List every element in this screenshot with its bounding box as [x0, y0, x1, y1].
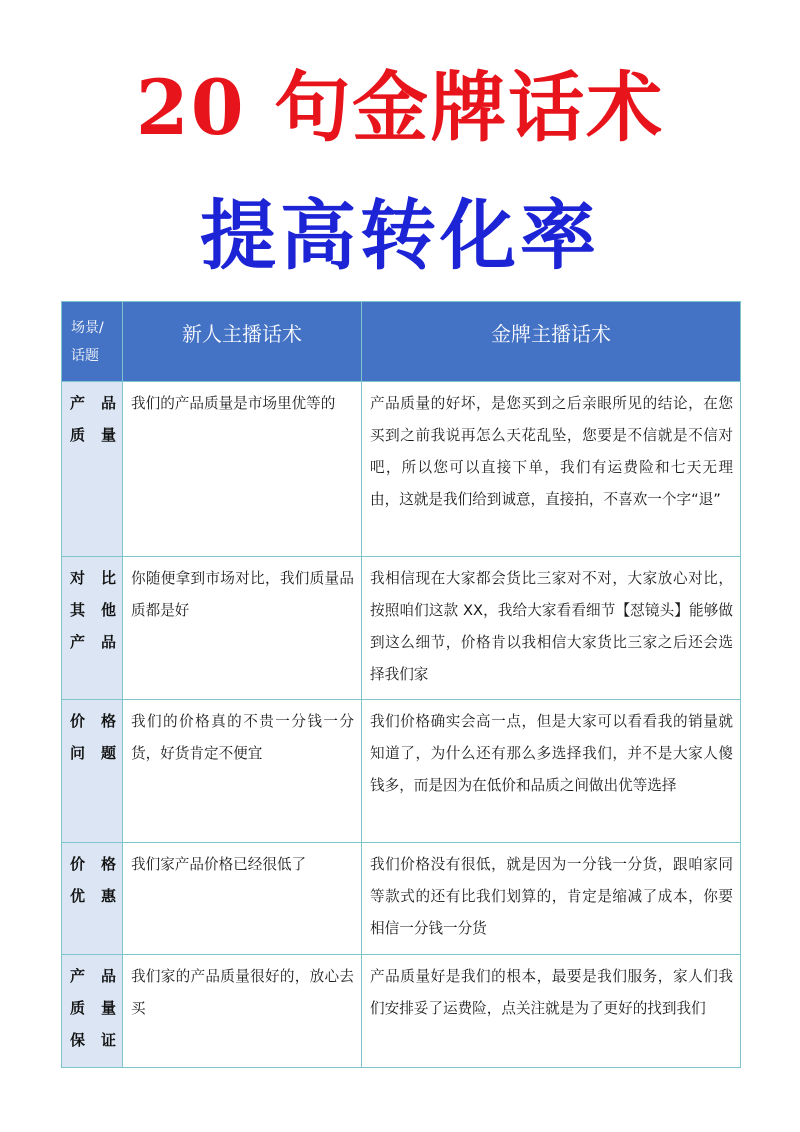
scene-text: 产品 [70, 394, 116, 412]
table-row [62, 955, 741, 1068]
scene-text: 产品 [70, 967, 116, 985]
scene-text: 价格 [70, 855, 116, 873]
scene-cell [62, 843, 123, 955]
scene-text: 质量 [70, 999, 116, 1017]
scene-text: 产品 [70, 633, 116, 651]
scene-cell [62, 382, 123, 557]
scene-text: 价格 [70, 712, 116, 730]
scene-text: 保证 [70, 1031, 116, 1049]
novice-script-cell: 我们家产品价格已经很低了 [123, 843, 362, 955]
novice-script-cell: 你随便拿到市场对比，我们质量品质都是好 [123, 557, 362, 700]
page-subtitle: 提高转化率 [200, 191, 600, 280]
table-row [62, 382, 741, 557]
header-gold-script: 金牌主播话术 [362, 302, 741, 382]
header-scene-line2: 话题 [71, 347, 99, 364]
scene-text: 优惠 [70, 887, 116, 905]
gold-script-cell: 我们价格没有很低，就是因为一分钱一分货，跟咱家同等款式的还有比我们划算的，肯定是缩减了成本，你要相信一分钱一分货 [362, 843, 741, 955]
scene-text: 其他 [70, 601, 116, 619]
gold-script-cell: 产品质量好是我们的根本，最要是我们服务，家人们我们安排妥了运费险，点关注就是为了更好的找到我们 [362, 955, 741, 1068]
scene-text: 质量 [70, 426, 116, 444]
table-row [62, 557, 741, 700]
scene-cell [62, 557, 123, 700]
scene-cell [62, 700, 123, 843]
header-novice-script: 新人主播话术 [123, 302, 362, 382]
script-comparison-table [61, 301, 741, 1068]
gold-script-cell: 我相信现在大家都会货比三家对不对，大家放心对比，按照咱们这款 XX，我给大家看看细节【怼镜头】能够做到这么细节，价格肯以我相信大家货比三家之后还会选择我们家 [362, 557, 741, 700]
header-scene-line1: 场景/ [71, 319, 104, 336]
page-title: 20 句金牌话术 [135, 63, 665, 152]
gold-script-cell: 我们价格确实会高一点，但是大家可以看看我的销量就知道了，为什么还有那么多选择我们，并不是大家人傻钱多，而是因为在低价和品质之间做出优等选择 [362, 700, 741, 843]
table-row [62, 843, 741, 955]
scene-cell [62, 955, 123, 1068]
gold-script-cell: 产品质量的好坏，是您买到之后亲眼所见的结论，在您买到之前我说再怎么天花乱坠，您要是不信就是不信对吧，所以您可以直接下单，我们有运费险和七天无理由，这就是我们给到诚意，直接拍，不喜欢一个字“退” [362, 382, 741, 557]
header-scene-topic [62, 302, 123, 382]
scene-text: 对比 [70, 569, 116, 587]
novice-script-cell: 我们的价格真的不贵一分钱一分货，好货肯定不便宜 [123, 700, 362, 843]
table-header-row [62, 302, 741, 382]
scene-text: 问题 [70, 744, 116, 762]
novice-script-cell: 我们家的产品质量很好的，放心去买 [123, 955, 362, 1068]
table-row [62, 700, 741, 843]
novice-script-cell: 我们的产品质量是市场里优等的 [123, 382, 362, 557]
